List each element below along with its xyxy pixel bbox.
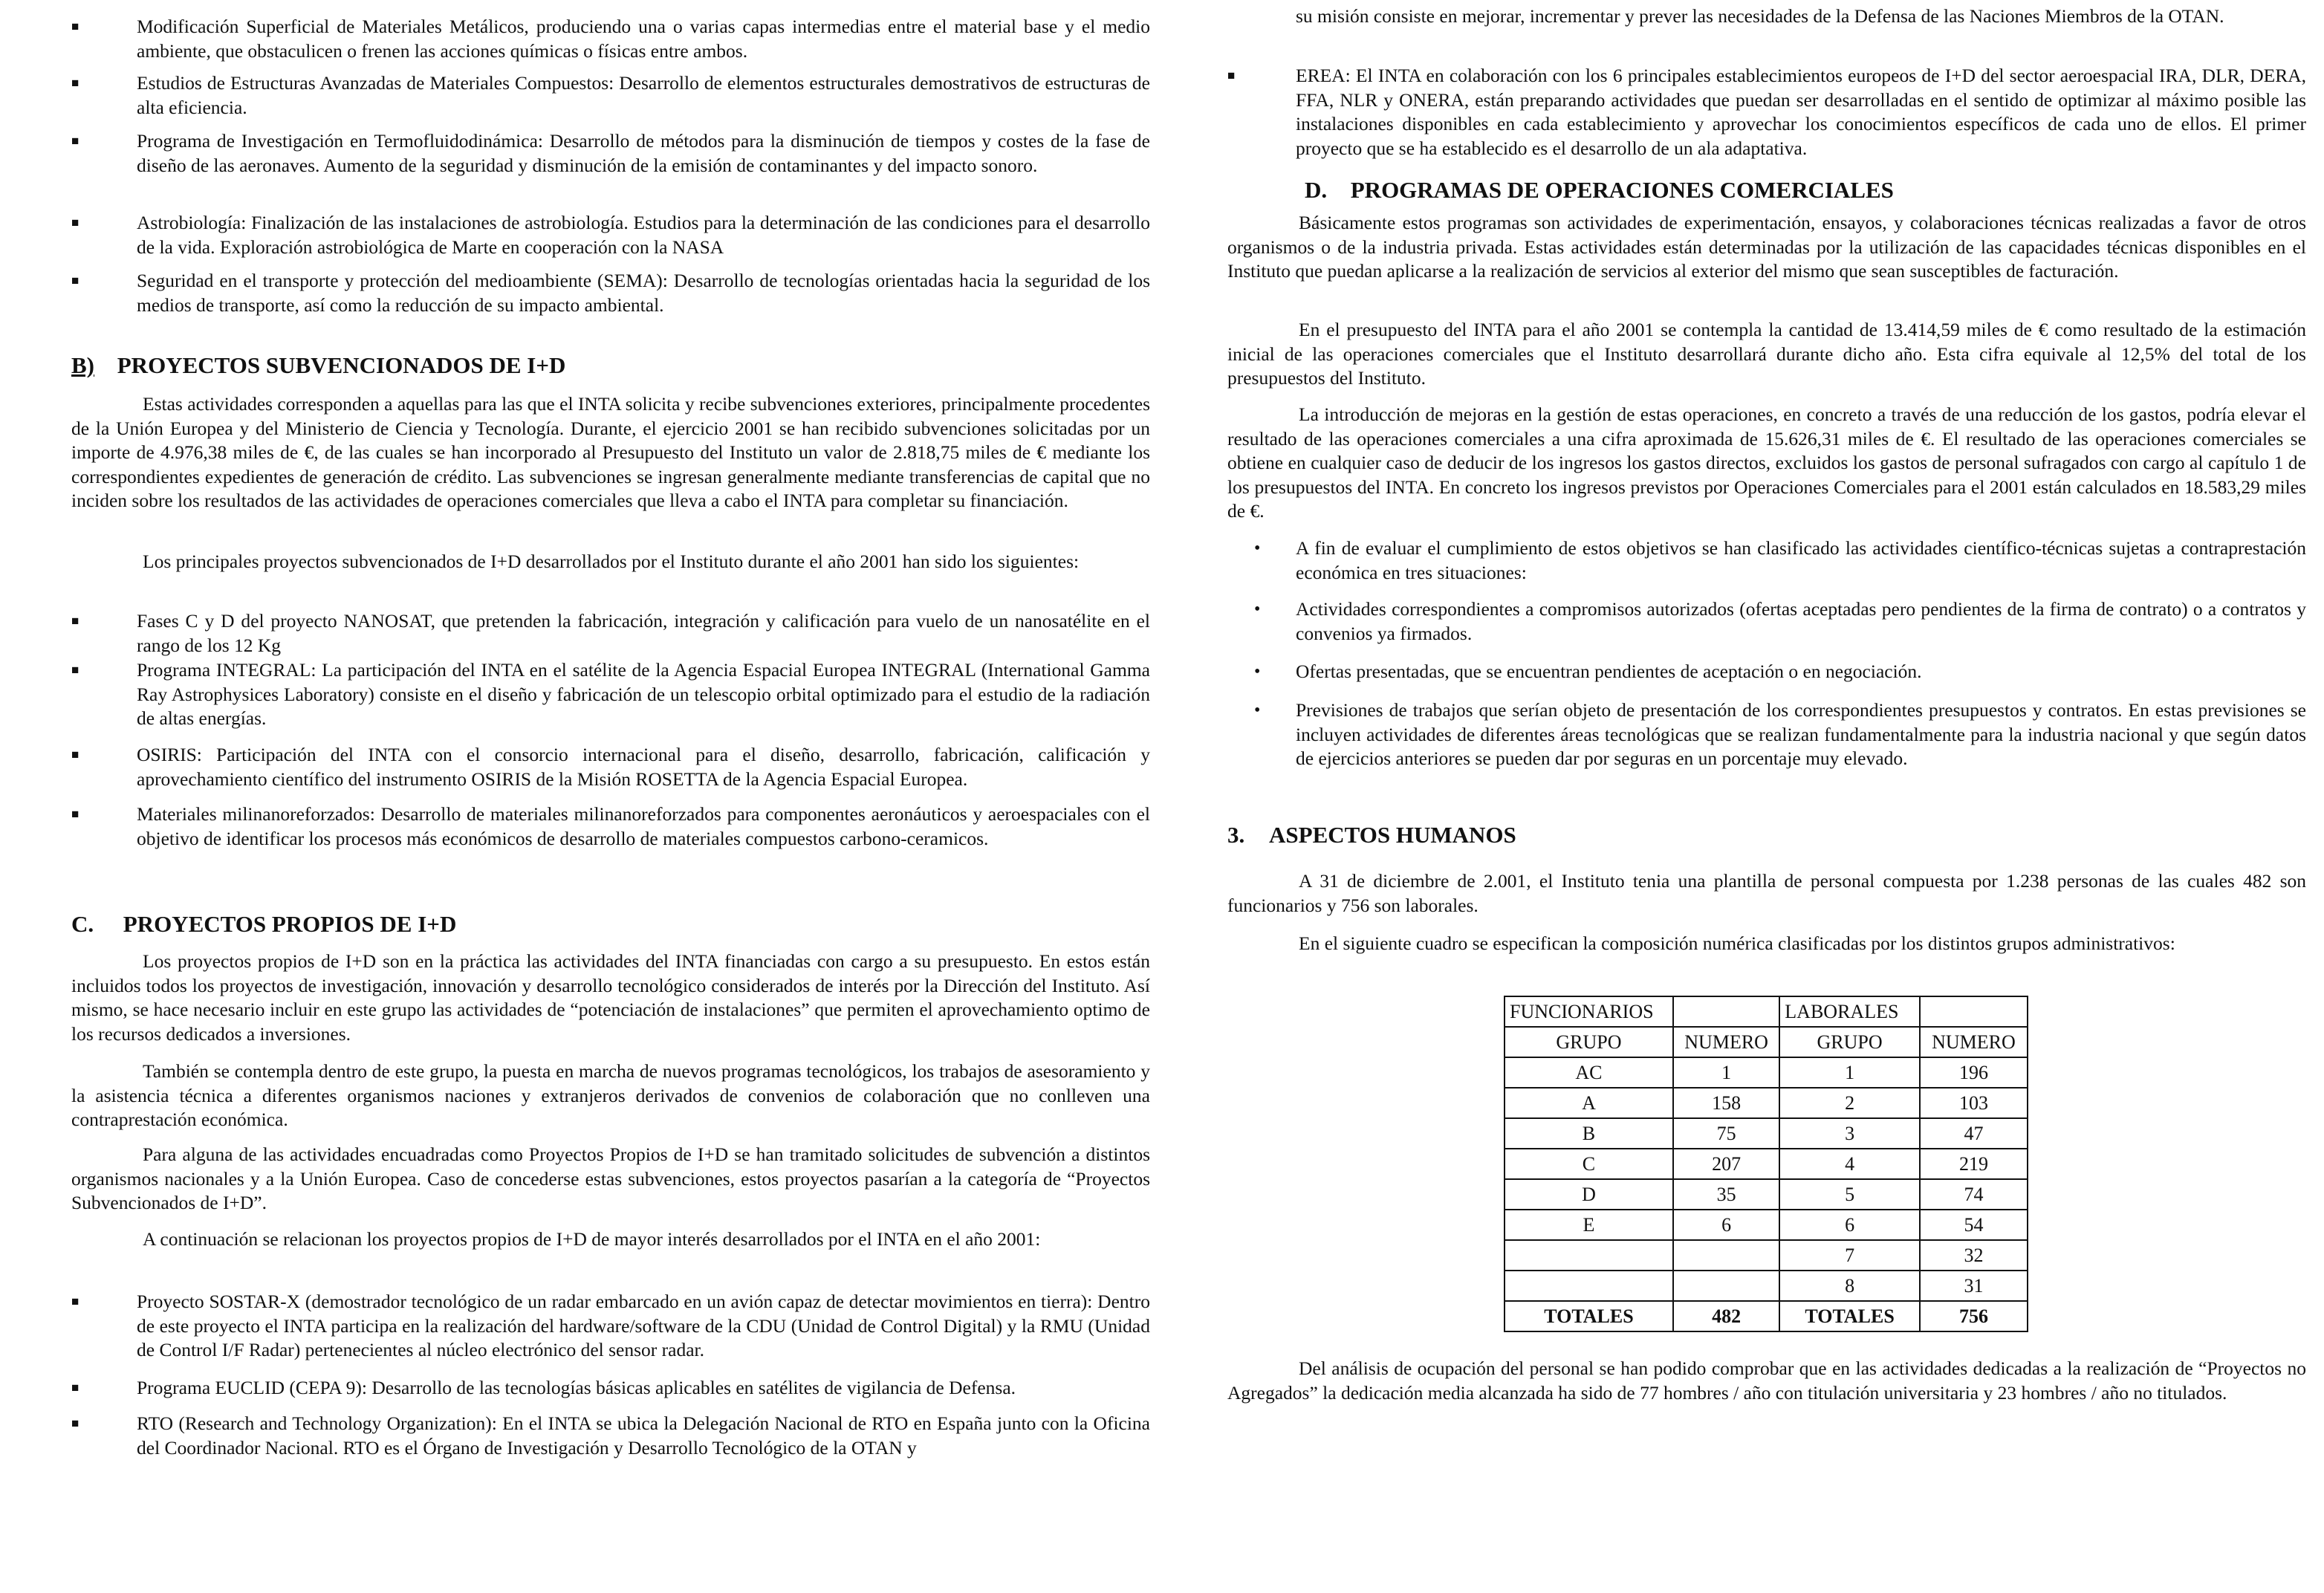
table-cell: 6 bbox=[1779, 1210, 1920, 1240]
bullet-square-icon: ■ bbox=[71, 134, 79, 148]
table-cell: E bbox=[1505, 1210, 1673, 1240]
paragraph: También se contempla dentro de este grupo, la puesta en marcha de nuevos programas tecnológicos, los trabajos de asesoramiento y la asistencia técnica a diferentes organismos naciones y extranjeros derivados de convenios de colaboración que no conlleven una contraprestación económica. bbox=[71, 1060, 1150, 1130]
paragraph: Básicamente estos programas son actividades de experimentación, ensayos, y colaboraciones técnicas realizadas a favor de otros organismos o de la industria privada. Estas actividades están determinadas por la utilización de las capacidades técnicas disponibles en el Instituto que puedan aplicarse a la realización de servicios al exterior del mismo que sean susceptibles de facturación. bbox=[1227, 212, 2306, 282]
table-cell: 219 bbox=[1920, 1149, 2028, 1179]
staff-table bbox=[1504, 996, 2028, 1332]
table-row bbox=[1505, 1271, 2028, 1301]
list-item: ■ Fases C y D del proyecto NANOSAT, que pretenden la fabricación, integración y calificación para vuelo de un nanosatélite en el rango de los 12 Kg bbox=[71, 610, 1150, 656]
table-cell: 158 bbox=[1673, 1088, 1779, 1118]
bullet-dot-icon: • bbox=[1254, 600, 1261, 619]
table-totals-row bbox=[1505, 1301, 2028, 1331]
table-cell: B bbox=[1505, 1118, 1673, 1149]
table-header-cell: FUNCIONARIOS bbox=[1505, 996, 1673, 1027]
table-cell: TOTALES bbox=[1779, 1301, 1920, 1331]
table-cell bbox=[1505, 1271, 1673, 1301]
list-item: • A fin de evaluar el cumplimiento de estos objetivos se han clasificado las actividades científico-técnicas sujetas a contraprestación económica en tres situaciones: bbox=[1254, 537, 2306, 583]
table-cell: AC bbox=[1505, 1057, 1673, 1088]
list-item: ■ Seguridad en el transporte y protección del medioambiente (SEMA): Desarrollo de tecnologías orientadas hacia la seguridad de los medios de transporte, así como la reducción de su impacto ambiental. bbox=[71, 270, 1150, 316]
list-item-continuation: su misión consiste en mejorar, incrementar y prever las necesidades de la Defensa de las Naciones Miembros de la OTAN. bbox=[1296, 5, 2224, 27]
bullet-square-icon: ■ bbox=[71, 1294, 79, 1308]
table-row bbox=[1505, 1057, 2028, 1088]
section-heading-d: D. PROGRAMAS DE OPERACIONES COMERCIALES bbox=[1305, 177, 1894, 203]
bullet-square-icon: ■ bbox=[71, 663, 79, 677]
table-header-cell: GRUPO bbox=[1779, 1027, 1920, 1057]
table-row bbox=[1505, 1088, 2028, 1118]
table-cell: 1 bbox=[1779, 1057, 1920, 1088]
table-cell: TOTALES bbox=[1505, 1301, 1673, 1331]
section-heading-b: B) PROYECTOS SUBVENCIONADOS DE I+D bbox=[71, 352, 566, 378]
paragraph: Para alguna de las actividades encuadradas como Proyectos Propios de I+D se han tramitado solicitudes de subvención a distintos organismos nacionales y a la Unión Europea. Caso de concederse estas subvenciones, estos proyectos pasarían a la categoría de “Proyectos Subvencionados de I+D”. bbox=[71, 1143, 1150, 1213]
list-item: ■ Programa EUCLID (CEPA 9): Desarrollo de las tecnologías básicas aplicables en satélites de vigilancia de Defensa. bbox=[71, 1376, 1150, 1401]
list-item: ■ Estudios de Estructuras Avanzadas de Materiales Compuestos: Desarrollo de elementos estructurales demostrativos de estructuras de alta eficiencia. bbox=[71, 72, 1150, 118]
bullet-square-icon: ■ bbox=[71, 215, 79, 230]
table-cell: 1 bbox=[1673, 1057, 1779, 1088]
bullet-square-icon: ■ bbox=[71, 614, 79, 628]
table-cell: 74 bbox=[1920, 1179, 2028, 1210]
table-cell: 47 bbox=[1920, 1118, 2028, 1149]
list-item: ■ EREA: El INTA en colaboración con los 6 principales establecimientos europeos de I+D del sector aeroespacial IRA, DLR, DERA, FFA, NLR y ONERA, están preparando actividades que puedan ser desarrolladas en el sentido de optimizar al máximo posible las instalaciones disponibles en cada establecimiento y aprovechar los conocimientos específicos de cada uno de ellos. El primer proyecto que se ha establecido es el desarrollo de un ala adaptativa. bbox=[1227, 65, 2306, 159]
table-cell: 207 bbox=[1673, 1149, 1779, 1179]
table-cell: 196 bbox=[1920, 1057, 2028, 1088]
paragraph: Los principales proyectos subvencionados de I+D desarrollados por el Instituto durante el año 2001 han sido los siguientes: bbox=[143, 551, 1080, 572]
list-item: • Previsiones de trabajos que serían objeto de presentación de los correspondientes presupuestos y contratos. En estas previsiones se incluyen actividades de diferentes áreas tecnológicas que se realizan fundamentalmente para la industria nacional y que según datos de ejercicios anteriores se pueden dar por seguras en un porcentaje muy elevado. bbox=[1254, 699, 2306, 769]
table-cell: 3 bbox=[1779, 1118, 1920, 1149]
table-header-cell bbox=[1920, 996, 2028, 1027]
paragraph: Los proyectos propios de I+D son en la práctica las actividades del INTA financiadas con cargo a su presupuesto. En estos están incluidos todos los proyectos de investigación, innovación y desarrollo tecnológico considerados de interés por la Dirección del Instituto. Así mismo, se hace necesario incluir en este grupo las actividades de “potenciación de instalaciones” que permiten el aprovechamiento optimo de los recursos dedicados a inversiones. bbox=[71, 950, 1150, 1045]
bullet-dot-icon: • bbox=[1254, 701, 1261, 720]
list-item: ■ Astrobiología: Finalización de las instalaciones de astrobiología. Estudios para la determinación de las condiciones para el desarrollo de la vida. Exploración astrobiológica de Marte en cooperación con la NASA bbox=[71, 212, 1150, 258]
bullet-dot-icon: • bbox=[1254, 539, 1261, 558]
table-cell: A bbox=[1505, 1088, 1673, 1118]
bullet-square-icon: ■ bbox=[71, 747, 79, 762]
table-row bbox=[1505, 1149, 2028, 1179]
table-row bbox=[1505, 1210, 2028, 1240]
bullet-square-icon: ■ bbox=[71, 273, 79, 288]
table-cell: 54 bbox=[1920, 1210, 2028, 1240]
bullet-square-icon: ■ bbox=[71, 1416, 79, 1430]
table-header-cell: LABORALES bbox=[1779, 996, 1920, 1027]
table-row bbox=[1505, 1179, 2028, 1210]
paragraph: En el siguiente cuadro se especifican la composición numérica clasificadas por los distintos grupos administrativos: bbox=[1299, 932, 2175, 954]
table-cell: 7 bbox=[1779, 1240, 1920, 1271]
bullet-dot-icon: • bbox=[1254, 662, 1261, 681]
list-item: ■ Programa de Investigación en Termofluidodinámica: Desarrollo de métodos para la disminución de tiempos y costes de la fase de diseño de las aeronaves. Aumento de la seguridad y disminución de la emisión de contaminantes y del impacto sonoro. bbox=[71, 130, 1150, 176]
table-cell: 6 bbox=[1673, 1210, 1779, 1240]
table-cell: C bbox=[1505, 1149, 1673, 1179]
table-cell: 482 bbox=[1673, 1301, 1779, 1331]
table-cell: 8 bbox=[1779, 1271, 1920, 1301]
bullet-square-icon: ■ bbox=[71, 19, 79, 33]
bullet-square-icon: ■ bbox=[71, 76, 79, 90]
table-header-cell: GRUPO bbox=[1505, 1027, 1673, 1057]
table-row bbox=[1505, 1118, 2028, 1149]
table-cell bbox=[1673, 1271, 1779, 1301]
paragraph: Del análisis de ocupación del personal se han podido comprobar que en las actividades dedicadas a la realización de “Proyectos no Agregados” la dedicación media alcanzada ha sido de 77 hombres / año con titulación universitaria y 23 hombres / año no titulados. bbox=[1227, 1357, 2306, 1404]
list-item: ■ Proyecto SOSTAR-X (demostrador tecnológico de un radar embarcado en un avión capaz de detectar movimientos en tierra): Dentro de este proyecto el INTA participa en la realización del hardware/software de la CDU (Unidad de Control Digital) y la RMU (Unidad de Control I/F Radar) pertenecientes al núcleo electrónico del sensor radar. bbox=[71, 1291, 1150, 1360]
list-item: • Ofertas presentadas, que se encuentran pendientes de aceptación o en negociación. bbox=[1227, 660, 2306, 684]
list-item: ■ Materiales milinanoreforzados: Desarrollo de materiales milinanoreforzados para componentes aeronáuticos y aeroespaciales con el objetivo de identificar los procesos más económicos de desarrollo de materiales compuestos carbono-ceramicos. bbox=[71, 803, 1150, 849]
bullet-square-icon: ■ bbox=[71, 807, 79, 821]
table-cell: 756 bbox=[1920, 1301, 2028, 1331]
paragraph: Estas actividades corresponden a aquellas para las que el INTA solicita y recibe subvenciones exteriores, principalmente procedentes de la Unión Europea y del Ministerio de Ciencia y Tecnología. Durante, el ejercicio 2001 se han recibido subvenciones solicitadas por un importe de 4.976,38 miles de €, de las cuales se han incorporado al Presupuesto del Instituto un valor de 2.818,75 miles de € mediante los correspondientes expedientes de generación de crédito. Las subvenciones se ingresan generalmente mediante transferencias de capital que no inciden sobre los resultados de las actividades de operaciones comerciales que lleva a cabo el INTA para completar su financiación. bbox=[71, 393, 1150, 511]
table-header-cell bbox=[1673, 996, 1779, 1027]
section-heading-3: 3. ASPECTOS HUMANOS bbox=[1227, 822, 1516, 848]
table-cell: 35 bbox=[1673, 1179, 1779, 1210]
table-header-row bbox=[1505, 996, 2028, 1027]
table-row bbox=[1505, 1240, 2028, 1271]
table-cell: 31 bbox=[1920, 1271, 2028, 1301]
table-cell bbox=[1673, 1240, 1779, 1271]
paragraph: A continuación se relacionan los proyectos propios de I+D de mayor interés desarrollados por el INTA en el año 2001: bbox=[143, 1228, 1041, 1250]
table-cell bbox=[1505, 1240, 1673, 1271]
list-item: ■ Modificación Superficial de Materiales Metálicos, produciendo una o varias capas intermedias entre el material base y el medio ambiente, que obstaculicen o frenen las acciones químicas o físicas entre ambos. bbox=[71, 16, 1150, 62]
bullet-square-icon: ■ bbox=[1227, 68, 1236, 82]
section-heading-c: C. PROYECTOS PROPIOS DE I+D bbox=[71, 911, 457, 937]
table-cell: 32 bbox=[1920, 1240, 2028, 1271]
table-cell: D bbox=[1505, 1179, 1673, 1210]
table-cell: 2 bbox=[1779, 1088, 1920, 1118]
list-item: ■ RTO (Research and Technology Organization): En el INTA se ubica la Delegación Nacional de RTO en España junto con la Oficina del Coordinador Nacional. RTO es el Órgano de Investigación y Desarrollo Tecnológico de la OTAN y bbox=[71, 1412, 1150, 1459]
table-cell: 5 bbox=[1779, 1179, 1920, 1210]
bullet-square-icon: ■ bbox=[71, 1381, 79, 1395]
table-header-row bbox=[1505, 1027, 2028, 1057]
table-header-cell: NUMERO bbox=[1920, 1027, 2028, 1057]
paragraph: A 31 de diciembre de 2.001, el Instituto tenia una plantilla de personal compuesta por 1.238 personas de las cuales 482 son funcionarios y 756 son laborales. bbox=[1227, 870, 2306, 916]
paragraph: En el presupuesto del INTA para el año 2001 se contempla la cantidad de 13.414,59 miles de € como resultado de la estimación inicial de las operaciones comerciales que el Instituto desarrollará durante dicho año. Esta cifra equivale al 12,5% del total de los presupuestos del Instituto. bbox=[1227, 319, 2306, 389]
table-header-cell: NUMERO bbox=[1673, 1027, 1779, 1057]
table-cell: 4 bbox=[1779, 1149, 1920, 1179]
list-item: ■ Programa INTEGRAL: La participación del INTA en el satélite de la Agencia Espacial Europea INTEGRAL (International Gamma Ray Astrophysices Laboratory) consiste en el diseño y fabricación de un telescopio orbital optimizado para el estudio de la radiación de altas energías. bbox=[71, 659, 1150, 729]
paragraph: La introducción de mejoras en la gestión de estas operaciones, en concreto a través de una reducción de los gastos, podría elevar el resultado de las operaciones comerciales a una cifra aproximada de 15.626,31 miles de €. El resultado de las operaciones comerciales se obtiene en cualquier caso de deducir de los ingresos los gastos directos, excluidos los gastos de personal sufragados con cargo al capítulo 1 de los presupuestos del INTA. En concreto los ingresos previstos por Operaciones Comerciales para el 2001 están calculados en 18.583,29 miles de €. bbox=[1227, 403, 2306, 522]
list-item: • Actividades correspondientes a compromisos autorizados (ofertas aceptadas pero pendientes de la firma de contrato) o a contratos y convenios ya firmados. bbox=[1254, 598, 2306, 644]
table-cell: 75 bbox=[1673, 1118, 1779, 1149]
list-item: ■ OSIRIS: Participación del INTA con el consorcio internacional para el diseño, desarrollo, fabricación, calificación y aprovechamiento científico del instrumento OSIRIS de la Misión ROSETTA de la Agencia Espacial Europea. bbox=[71, 744, 1150, 790]
table-cell: 103 bbox=[1920, 1088, 2028, 1118]
